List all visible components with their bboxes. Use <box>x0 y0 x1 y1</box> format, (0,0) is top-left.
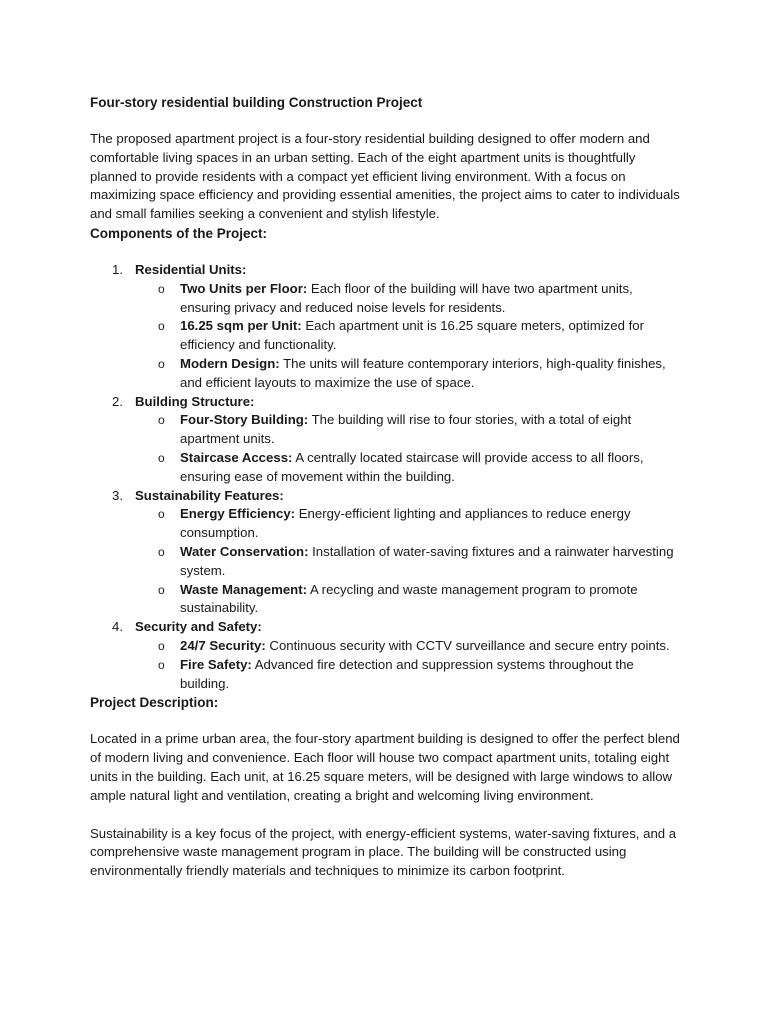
intro-paragraph: The proposed apartment project is a four-story residential building designed to offer modern and comfortable living spaces in an urban setting. Each of the eight apartment units is thoughtfully planned to provide residents with a compact yet efficient living environment. With a focus on maximizing space efficiency and providing essential amenities, the project aims to cater to individuals and small families seeking a convenient and stylish lifestyle. <box>90 131 680 222</box>
sub-item <box>135 543 680 581</box>
sub-item-label: Modern Design: <box>180 355 280 371</box>
sub-item-text: A centrally located staircase will provide access to all floors, ensuring ease of movement within the building. <box>180 449 644 484</box>
sub-item-label: Four-Story Building: <box>180 412 309 428</box>
project-description-heading: Project Description: <box>90 695 219 711</box>
component-number: 3. <box>112 487 123 503</box>
bullet-icon: o <box>158 507 165 522</box>
sub-item-label: 16.25 sqm per Unit: <box>180 318 302 334</box>
sub-item-text: Continuous security with CCTV surveillance and secure entry points. <box>265 637 670 653</box>
component-number: 2. <box>112 393 123 409</box>
bullet-icon: o <box>158 319 165 334</box>
sub-item <box>135 656 680 694</box>
sub-item-label: Staircase Access: <box>180 449 293 465</box>
sub-item-text: Installation of water-saving fixtures and a rainwater harvesting system. <box>180 543 674 578</box>
sub-item-label: 24/7 Security: <box>180 637 266 653</box>
sub-item-text: Each apartment unit is 16.25 square meters, optimized for efficiency and functionality. <box>180 318 644 353</box>
component-title: Sustainability Features: <box>135 487 284 503</box>
sub-item-text: A recycling and waste management program to promote sustainability. <box>180 581 638 616</box>
sub-item-text: Each floor of the building will have two apartment units, ensuring privacy and reduced noise levels for residents. <box>180 280 633 315</box>
component-item <box>90 261 680 393</box>
component-item <box>90 393 680 487</box>
component-sublist <box>135 280 680 393</box>
component-title: Security and Safety: <box>135 619 262 635</box>
bullet-icon: o <box>158 638 165 653</box>
sub-item <box>135 505 680 543</box>
bullet-icon: o <box>158 356 165 371</box>
components-heading: Components of the Project: <box>90 225 268 241</box>
component-item <box>90 487 680 619</box>
components-list <box>90 261 680 693</box>
sub-item-label: Water Conservation: <box>180 543 309 559</box>
description-paragraph-1: Located in a prime urban area, the four-story apartment building is designed to offer the perfect blend of modern living and convenience. Each floor will house two compact apartment units, totaling eight units in the building. Each unit, at 16.25 square meters, will be designed with large windows to allow ample natural light and ventilation, creating a bright and welcoming living environment. <box>90 731 680 803</box>
bullet-icon: o <box>158 450 165 465</box>
sub-item-label: Energy Efficiency: <box>180 506 296 522</box>
sub-item-label: Waste Management: <box>180 581 308 597</box>
sub-item-text: The units will feature contemporary interiors, high-quality finishes, and efficient layouts to maximize the use of space. <box>180 355 666 390</box>
component-title: Building Structure: <box>135 393 255 409</box>
component-number: 4. <box>112 619 123 635</box>
sub-item-text: Energy-efficient lighting and appliances to reduce energy consumption. <box>180 506 631 541</box>
component-number: 1. <box>112 261 123 277</box>
bullet-icon: o <box>158 544 165 559</box>
document-title: Four-story residential building Construction Project <box>90 95 423 110</box>
page-content <box>90 93 680 881</box>
sub-item-text: The building will rise to four stories, with a total of eight apartment units. <box>180 412 632 447</box>
bullet-icon: o <box>158 413 165 428</box>
sub-item-label: Two Units per Floor: <box>180 280 308 296</box>
component-sublist <box>135 411 680 486</box>
sub-item <box>135 280 680 318</box>
component-item <box>90 618 680 693</box>
sub-item <box>135 637 680 656</box>
bullet-icon: o <box>158 582 165 597</box>
sub-item <box>135 449 680 487</box>
sub-item <box>135 317 680 355</box>
component-sublist <box>135 505 680 618</box>
sub-item-label: Fire Safety: <box>180 656 252 672</box>
sub-item <box>135 411 680 449</box>
sub-item <box>135 355 680 393</box>
bullet-icon: o <box>158 281 165 296</box>
bullet-icon: o <box>158 657 165 672</box>
description-paragraph-2: Sustainability is a key focus of the project, with energy-efficient systems, water-saving fixtures, and a comprehensive waste management program in place. The building will be constructed using environmentally friendly materials and techniques to minimize its carbon footprint. <box>90 825 677 879</box>
sub-item-text: Advanced fire detection and suppression systems throughout the building. <box>180 656 634 691</box>
component-sublist <box>135 637 680 693</box>
sub-item <box>135 581 680 619</box>
component-title: Residential Units: <box>135 261 247 277</box>
